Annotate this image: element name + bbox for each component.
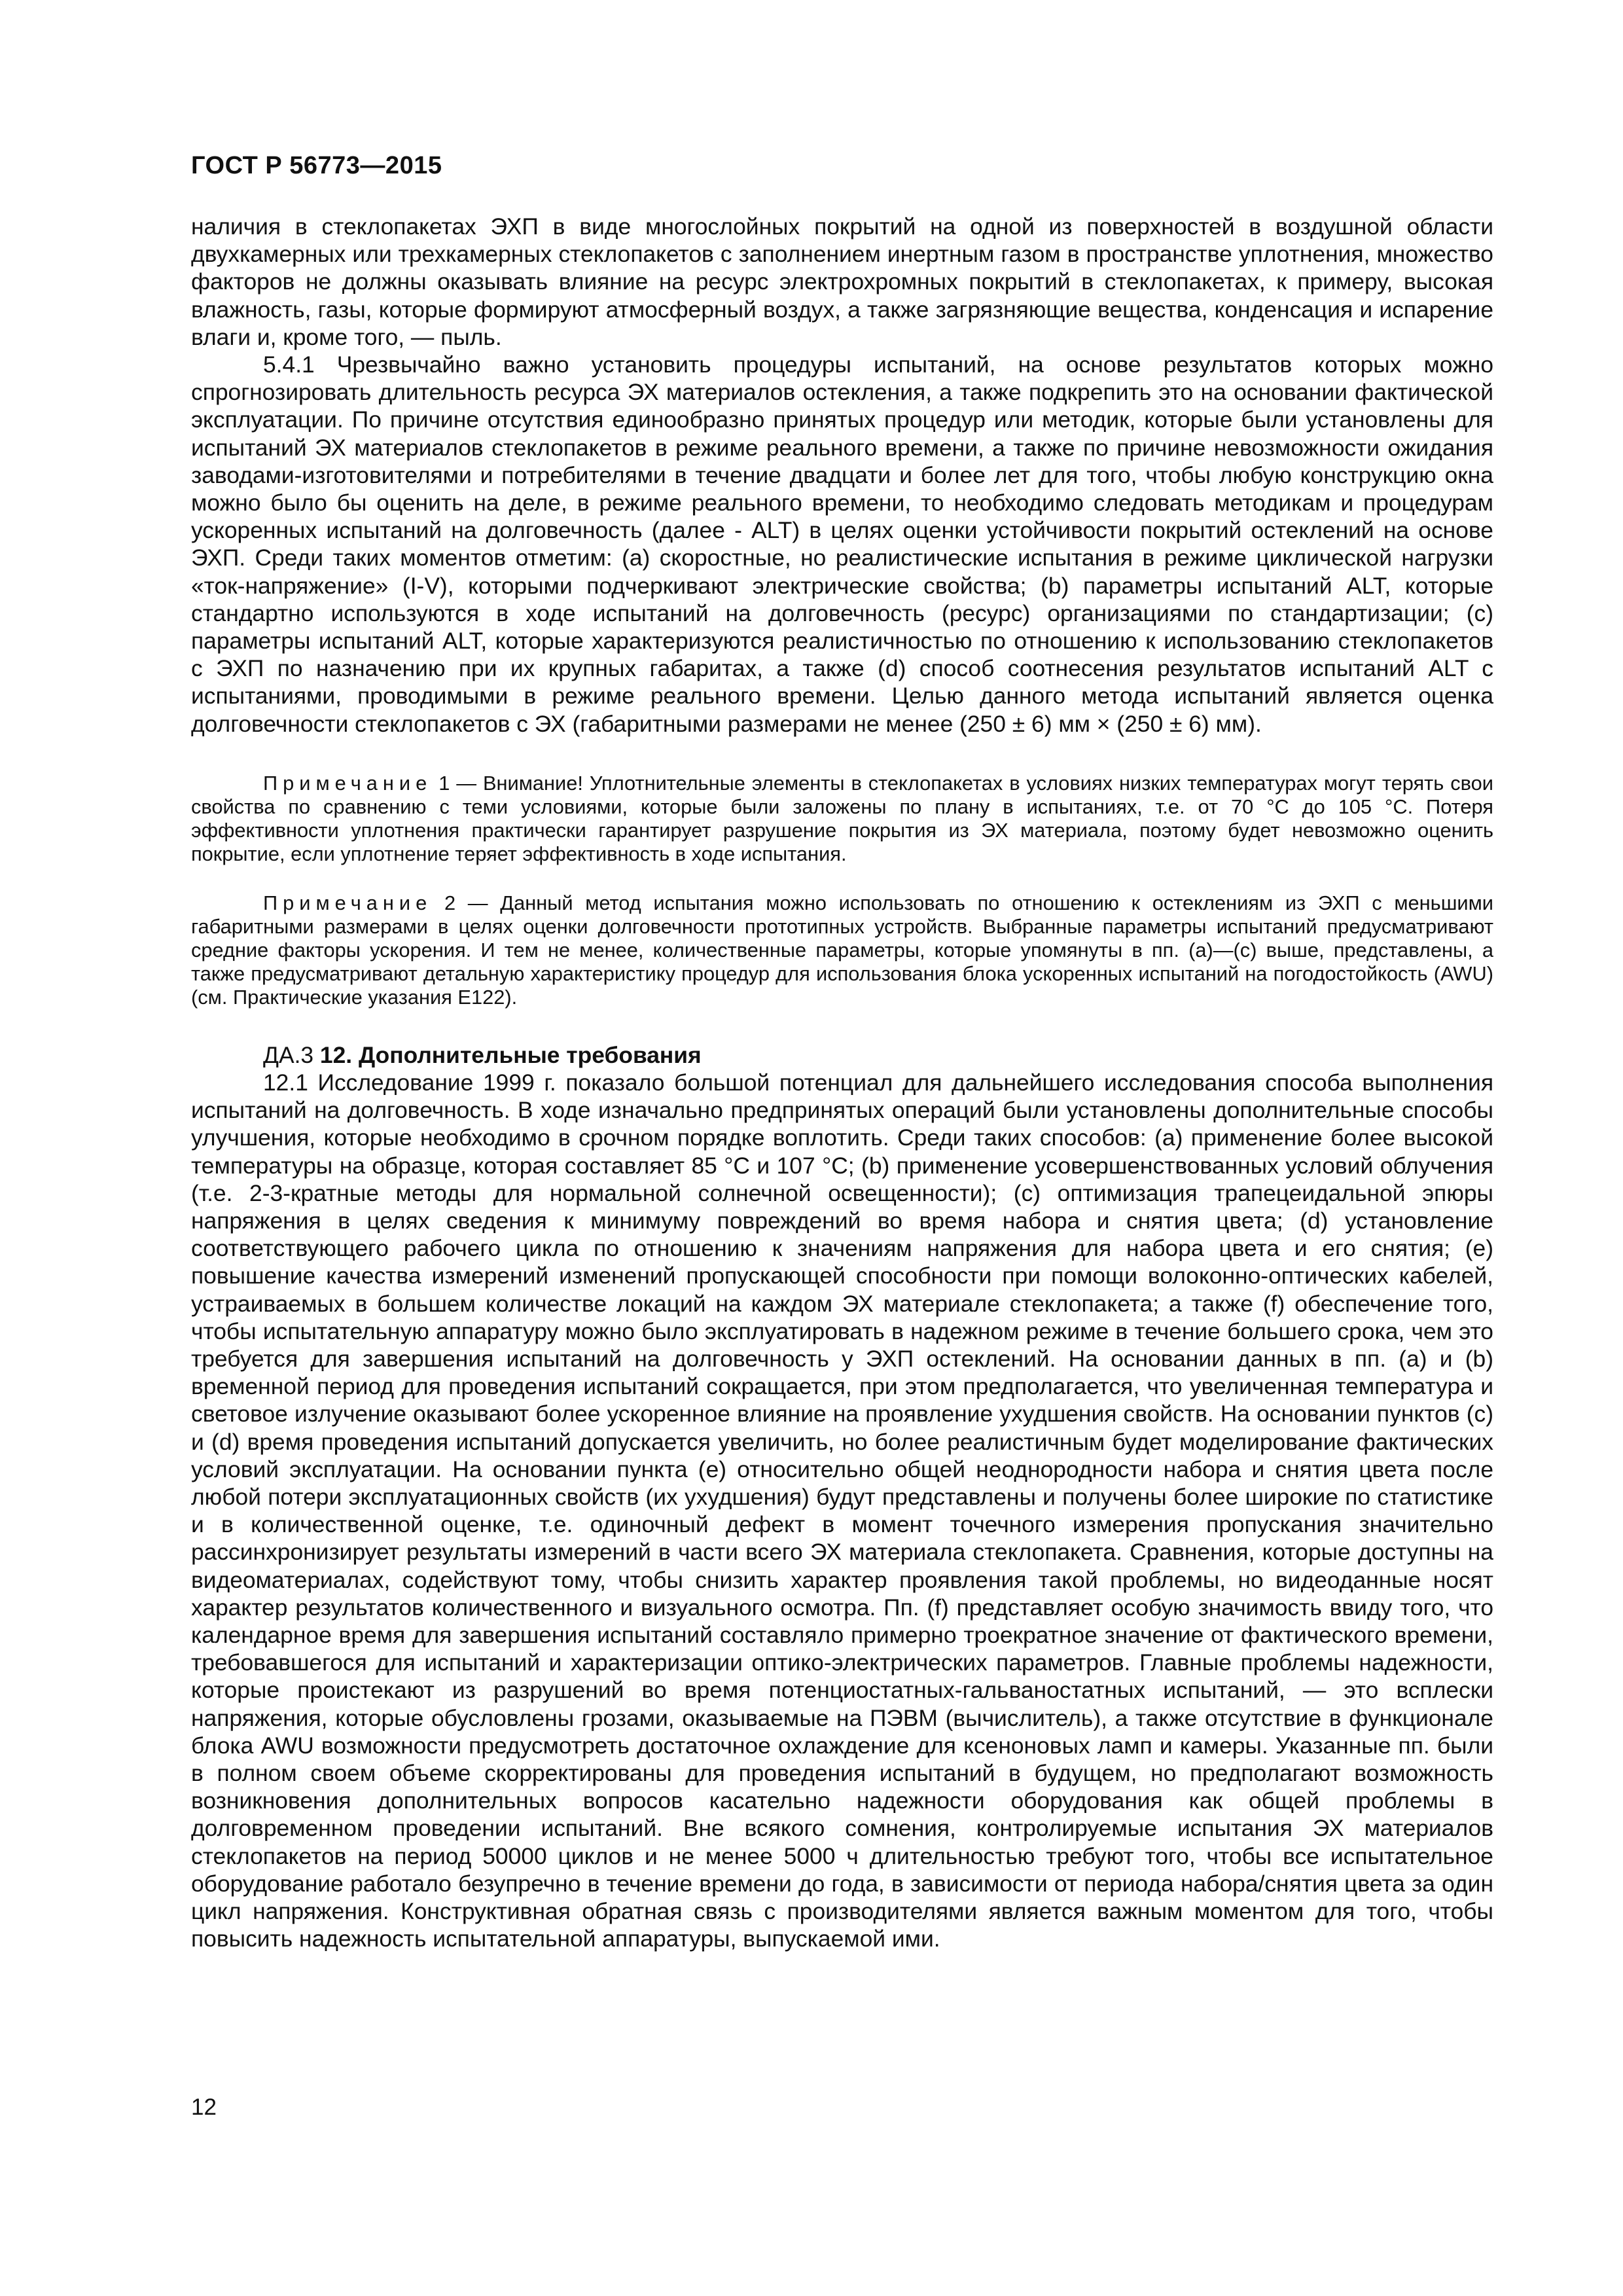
paragraph-continuation: наличия в стеклопакетах ЭХП в виде многослойных покрытий на одной из поверхностей в воздушной области двухкамерных или трехкамерных стеклопакетов с заполнением инертным газом в пространстве уплотнения, множество факторов не должны оказывать влияние на ресурс электрохромных покрытий в стеклопакетах, к примеру, высокая влажность, газы, которые формируют атмосферный воздух, а также загрязняющие вещества, конденсация и испарение влаги и, кроме того, — пыль. <box>191 213 1493 350</box>
paragraph-12-1: 12.1 Исследование 1999 г. показало большой потенциал для дальнейшего исследования способа выполнения испытаний на долговечность. В ходе изначально предпринятых операций были установлены дополнительные способы улучшения, которые необходимо в срочном порядке воплотить. Среди таких способов: (a) применение более высокой температуры на образце, которая составляет 85 °С и 107 °С; (b) применение усовершенствованных условий облучения (т.е. 2-3-кратные методы для нормальной солнечной освещенности); (c) оптимизация трапецеидальной эпюры напряжения в целях сведения к минимуму повреждений во время набора и снятия цвета; (d) установление соответствующего рабочего цикла по отношению к значениям напряжения для набора цвета и его снятия; (e) повышение качества измерений изменений пропускающей способности при помощи волоконно-оптических кабелей, устраиваемых в большем количестве локаций на каждом ЭХ материале стеклопакета; а также (f) обеспечение того, чтобы испытательную аппаратуру можно было эксплуатировать в надежном режиме в течение большего срока, чем это требуется для завершения испытаний на долговечность у ЭХП остеклений. На основании данных в пп. (a) и (b) временной период для проведения испытаний сокращается, при этом предполагается, что увеличенная температура и световое излучение оказывают более ускоренное влияние на проявление ухудшения свойств. На основании пунктов (c) и (d) время проведения испытаний допускается увеличить, но более реалистичным будет моделирование фактических условий эксплуатации. На основании пункта (e) относительно общей неоднородности набора и снятия цвета после любой потери эксплуатационных свойств (их ухудшения) будут представлены и получены более широкие по статистике и в количественной оценке, т.е. одиночный дефект в момент точечного измерения пропускания значительно рассинхронизирует результаты измерений в части всего ЭХ материала стеклопакета. Сравнения, которые доступны на видеоматериалах, содействуют тому, чтобы снизить характер проявления такой проблемы, но видеоданные носят характер результатов количественного и визуального осмотра. Пп. (f) представляет особую значимость ввиду того, что календарное время для завершения испытаний составляло примерно троекратное значение от фактического времени, требовавшегося для испытаний и характеризации оптико-электрических параметров. Главные проблемы надежности, которые проистекают из разрушений во время потенциостатных-гальваностатных испытаний, — это всплески напряжения, которые обусловлены грозами, оказываемые на ПЭВМ (вычислитель), а также отсутствие в функционале блока AWU возможности предусмотреть достаточное охлаждение для ксеноновых ламп и камеры. Указанные пп. были в полном своем объеме скорректированы для проведения испытаний в будущем, но предполагают возможность возникновения дополнительных вопросов касательно надежности оборудования как общей проблемы в долговременном проведении испытаний. Вне всякого сомнения, контролируемые испытания ЭХ материалов стеклопакетов на период 50000 циклов и не менее 5000 ч длительностью требуют того, чтобы все испытательное оборудование работало безупречно в течение времени до года, в зависимости от периода набора/снятия цвета за один цикл напряжения. Конструктивная обратная связь с производителями является важным моментом для того, чтобы повысить надежность испытательной аппаратуры, выпускаемой ими. <box>191 1069 1493 1952</box>
paragraph-5-4-1: 5.4.1 Чрезвычайно важно установить процедуры испытаний, на основе результатов которых можно спрогнозировать длительность ресурса ЭХ материалов остекления, а также подкрепить это на основании фактической эксплуатации. По причине отсутствия единообразно принятых процедур или методик, которые были установлены для испытаний ЭХ материалов стеклопакетов в режиме реального времени, а также по причине невозможности ожидания заводами-изготовителями и потребителями в течение двадцати и более лет для того, чтобы любую конструкцию окна можно было бы оценить на деле, в режиме реального времени, то необходимо следовать методикам и процедурам ускоренных испытаний на долговечность (далее - ALT) в целях оценки устойчивости покрытий остеклений на основе ЭХП. Среди таких моментов отметим: (a) скоростные, но реалистические испытания в режиме циклической нагрузки «ток-напряжение» (I-V), которыми подчеркивают электрические свойства; (b) параметры испытаний ALT, которые стандартно используются в ходе испытаний на долговечность (ресурс) организациями по стандартизации; (c) параметры испытаний ALT, которые характеризуются реалистичностью по отношению к использованию стеклопакетов с ЭХП по назначению при их крупных габаритах, а также (d) способ соотнесения результатов испытаний ALT с испытаниями, проводимыми в режиме реального времени. Целью данного метода испытаний является оценка долговечности стеклопакетов с ЭХ (габаритными размерами не менее (250 ± 6) мм × (250 ± 6) мм). <box>191 351 1493 737</box>
section-title: 12. Дополнительные требования <box>319 1041 702 1068</box>
section-heading-da3 <box>191 1041 1493 1069</box>
note-2-text: 2 — Данный метод испытания можно использовать по отношению к остеклениям из ЭХП с меньшими габаритными размерами в целях оценки долговечности прототипных устройств. Выбранные параметры испытаний предусматривают средние факторы ускорения. И тем не менее, количественные параметры, которые упомянуты в пп. (a)—(c) выше, представлены, а также предусматривают детальную характеристику процедур для использования блока ускоренных испытаний на погодостойкость (AWU) (см. Практические указания Е122). <box>191 891 1493 1009</box>
standard-id-header: ГОСТ Р 56773—2015 <box>191 152 442 179</box>
section-number: ДА.3 <box>263 1041 320 1068</box>
note-2-label: Примечание <box>263 891 433 914</box>
page-content <box>191 213 1493 1952</box>
note-1-label: Примечание <box>263 771 433 795</box>
page-number: 12 <box>191 2094 217 2120</box>
note-2 <box>191 891 1493 1010</box>
note-1 <box>191 772 1493 867</box>
note-1-text: 1 — Внимание! Уплотнительные элементы в стеклопакетах в условиях низких температурах могут терять свои свойства по сравнению с теми условиями, которые были заложены по плану в испытаниях, т.е. от 70 °С до 105 °С. Потеря эффективности уплотнения практически гарантирует разрушение покрытия из ЭХ материала, поэтому будет невозможно оценить покрытие, если уплотнение теряет эффективность в ходе испытания. <box>191 771 1493 866</box>
